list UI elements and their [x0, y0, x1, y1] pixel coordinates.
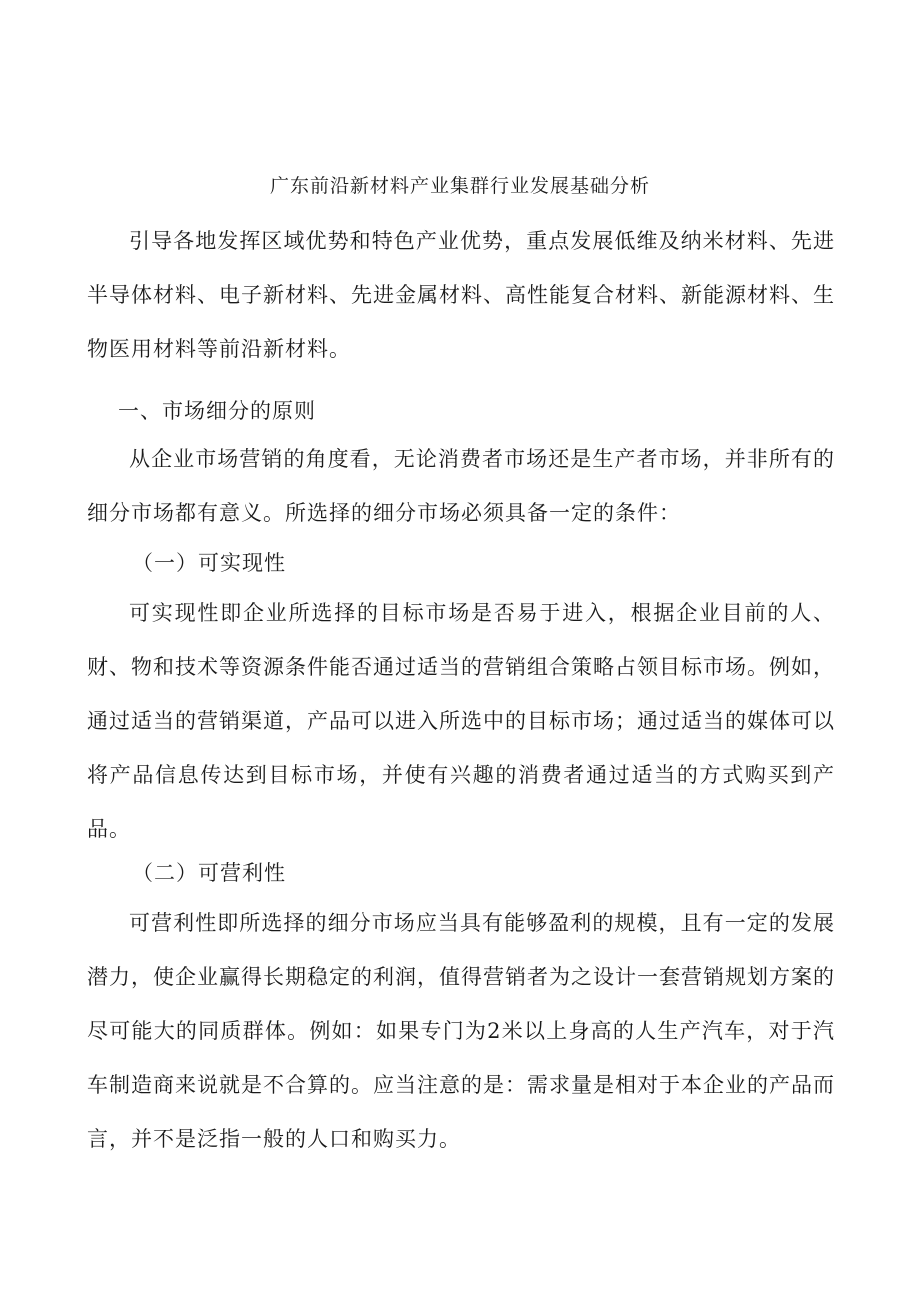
- subsection-paragraph-profitability: 可营利性即所选择的细分市场应当具有能够盈利的规模，且有一定的发展潜力，使企业赢得长期稳定的利润，值得营销者为之设计一套营销规划方案的尽可能大的同质群体。例如：如果专门为2米以上身高的人生产汽车，对于汽车制造商来说就是不合算的。应当注意的是：需求量是相对于本企业的产品而言，并不是泛指一般的人口和购买力。: [87, 911, 835, 1151]
- section-paragraph: 从企业市场营销的角度看，无论消费者市场还是生产者市场，并非所有的细分市场都有意义。所选择的细分市场必须具备一定的条件：: [87, 447, 835, 525]
- document-title: 广东前沿新材料产业集群行业发展基础分析: [269, 175, 650, 197]
- subsection-heading-profitability: （二）可营利性: [132, 861, 286, 885]
- section-heading-market-segmentation-principles: 一、市场细分的原则: [118, 399, 316, 423]
- intro-paragraph: 引导各地发挥区域优势和特色产业优势，重点发展低维及纳米材料、先进半导体材料、电子新材料、先进金属材料、高性能复合材料、新能源材料、生物医用材料等前沿新材料。: [87, 229, 835, 361]
- subsection-paragraph-feasibility: 可实现性即企业所选择的目标市场是否易于进入，根据企业目前的人、财、物和技术等资源条件能否通过适当的营销组合策略占领目标市场。例如，通过适当的营销渠道，产品可以进入所选中的目标市场；通过适当的媒体可以将产品信息传达到目标市场，并使有兴趣的消费者通过适当的方式购买到产品。: [87, 601, 835, 841]
- subsection-heading-feasibility: （一）可实现性: [132, 551, 286, 575]
